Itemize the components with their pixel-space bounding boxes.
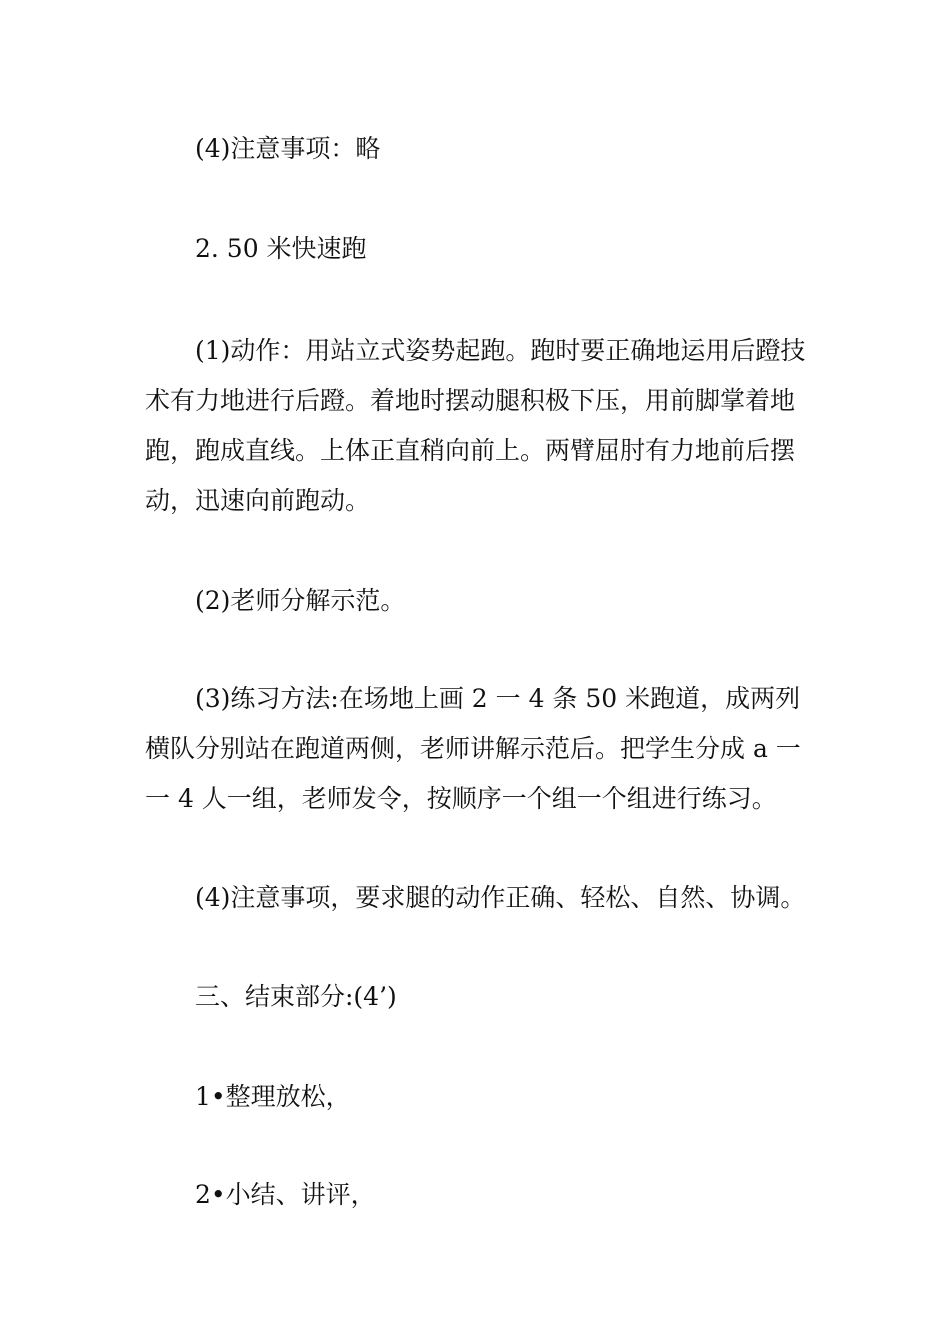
section-heading-ending: 三、结束部分:(4’): [195, 982, 397, 1011]
paragraph-notes-requirements: (4)注意事项，要求腿的动作正确、轻松、自然、协调。: [195, 883, 806, 912]
section-heading-50m-sprint: 2. 50 米快速跑: [195, 234, 367, 263]
paragraph-movement: (1)动作：用站立式姿势起跑。跑时要正确地运用后蹬技术有力地进行后蹬。着地时摆动腿积极下压，用前脚掌着地跑，跑成直线。上体正直稍向前上。两臂屈肘有力地前后摆动，迅速向前跑动。: [145, 336, 806, 515]
paragraph-teacher-demo: (2)老师分解示范。: [195, 586, 406, 615]
list-item-relax: 1•整理放松，: [195, 1082, 351, 1111]
list-item-summary: 2•小结、讲评，: [195, 1180, 376, 1209]
paragraph-practice-method: (3)练习方法:在场地上画 2 一 4 条 50 米跑道，成两列横队分别站在跑道两侧，老师讲解示范后。把学生分成 a 一一 4 人一组，老师发令，按顺序一个组一个组进行练习。: [145, 684, 801, 813]
paragraph-notes-omitted: (4)注意事项：略: [195, 134, 381, 163]
